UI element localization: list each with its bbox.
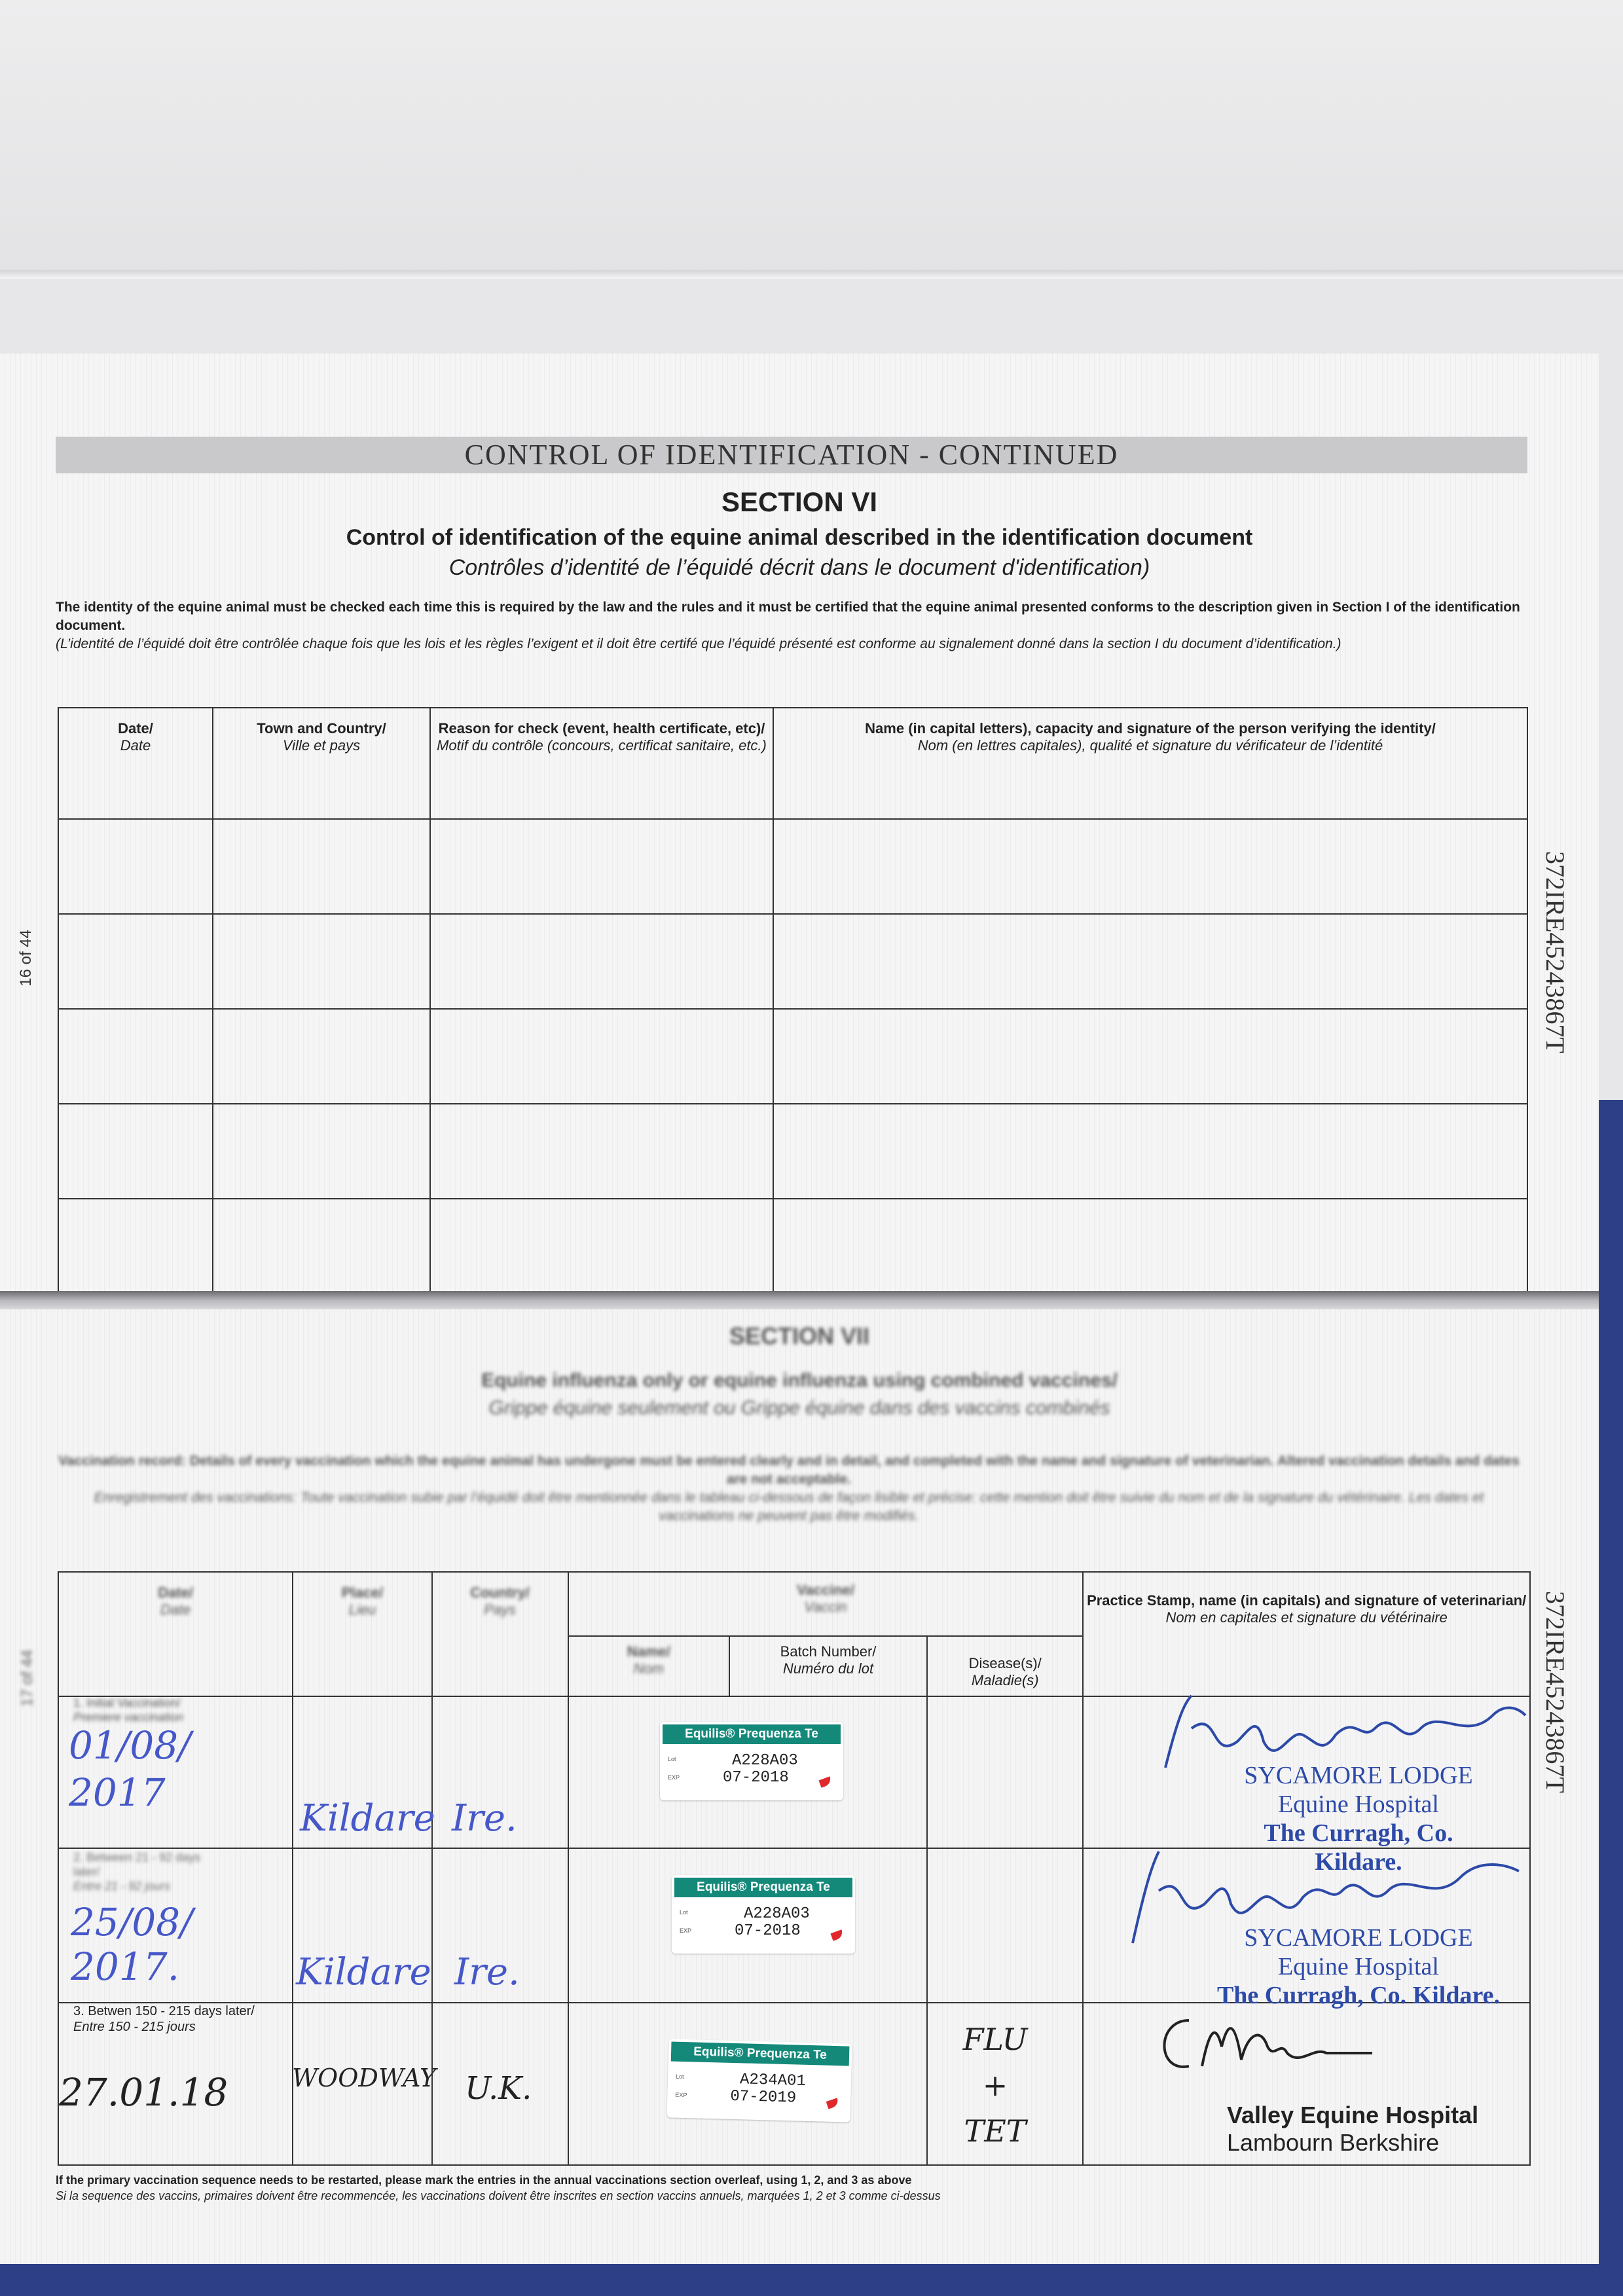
cell[interactable] xyxy=(773,1199,1527,1300)
scanner-backdrop xyxy=(0,0,1623,275)
row-2-label: 2. Between 21 - 92 days later/ Entre 21 - 92 jours xyxy=(73,1851,201,1893)
row-3-date-handwritten: 27.01.18 xyxy=(59,2070,228,2115)
sticker-exp: 07-2018 xyxy=(735,1922,801,1940)
row-3-country-handwritten: U.K. xyxy=(465,2070,532,2107)
cell[interactable] xyxy=(430,1199,773,1300)
instruction-text-fr: (L’identité de l’équidé doit être contrôlée chaque fois que les lois et les règles l’exigent et il doit être certifé que l’équidé présenté est conforme au signalement donné dans la section I du document d’identification.) xyxy=(56,636,1341,651)
col-country-header: Country/ Pays xyxy=(432,1572,568,1696)
cell[interactable] xyxy=(430,1009,773,1104)
table-row xyxy=(58,1104,1527,1199)
sticker-brand: Equilis® Prequenza Te xyxy=(671,2041,850,2066)
passport-id-code: 372IRE45243867T xyxy=(1541,1591,1570,1793)
col-vaccine-header: Vaccine/ Vaccin xyxy=(568,1572,1084,1636)
cell[interactable] xyxy=(213,1199,430,1300)
cell[interactable] xyxy=(213,1104,430,1199)
col-stamp-header: Practice Stamp, name (in capitals) and signature of veterinarian/ Nom en capitales et signature du vétérinaire xyxy=(1083,1572,1530,1696)
col-vaccine-name-header: Name/ Nom xyxy=(568,1636,729,1696)
table-row xyxy=(58,1199,1527,1300)
cell[interactable] xyxy=(430,1104,773,1199)
cell[interactable] xyxy=(58,1104,213,1199)
cell[interactable] xyxy=(213,819,430,914)
practice-stamp-3: Valley Equine Hospital Lambourn Berkshire xyxy=(1227,2102,1479,2156)
footnote-fr: Si la sequence des vaccins, primaires doivent être recommencée, les vaccinations doivent être inscrites en section vaccins annuels, marquées 1, 2 et 3 comme ci-dessus xyxy=(56,2189,941,2202)
lot-label: Lot xyxy=(675,2073,684,2080)
row-1-date-handwritten: 01/08/ 2017 xyxy=(69,1723,191,1815)
practice-stamp-2: SYCAMORE LODGE Equine Hospital The Curragh, Co. Kildare. xyxy=(1216,1924,1501,2009)
sticker-tab xyxy=(826,2098,840,2109)
page-section-vii xyxy=(0,1309,1599,2264)
sticker-lot: A234A01 xyxy=(739,2071,807,2090)
col-date-header: Date/ Date xyxy=(58,1572,293,1696)
vaccination-instruction-en: Vaccination record: Details of every vaccination which the equine animal has undergone must be entered clearly and in detail, and completed with the name and signature of veterinarian. Altered vaccination details and dates are not acceptable. xyxy=(58,1453,1520,1487)
table-header-row xyxy=(58,708,1527,819)
cell[interactable] xyxy=(58,819,213,914)
col-verifier-header: Name (in capital letters), capacity and signature of the person verifying the identity/ Nom (en lettres capitales), qualité et signature du vérificateur de l’identité xyxy=(773,708,1527,819)
col-disease-header: Disease(s)/ Maladie(s) xyxy=(927,1636,1083,1696)
table-row xyxy=(58,914,1527,1009)
section-title: SECTION VII xyxy=(729,1322,870,1349)
sticker-exp: 07-2019 xyxy=(729,2087,797,2107)
lot-label: Lot xyxy=(668,1756,676,1762)
cell[interactable] xyxy=(773,1104,1527,1199)
table-row xyxy=(58,819,1527,914)
cell[interactable] xyxy=(430,914,773,1009)
sticker-lot: A228A03 xyxy=(732,1752,798,1770)
row-3-place-handwritten: WOODWAY xyxy=(292,2064,436,2092)
vaccination-instruction-fr: Enregistrement des vaccinations: Toute vaccination subie par l’équidé doit être mentionnée dans le tableau ci-dessous de façon lisible et précise: cette mention doit être suivie du nom et de la signature du vétérinaire. Les dates et vaccinations ne peuvent pas être modifiés. xyxy=(94,1490,1484,1523)
sticker-lot: A228A03 xyxy=(744,1905,810,1923)
passport-cover-edge-bottom xyxy=(0,2262,1623,2296)
cell[interactable] xyxy=(58,1009,213,1104)
cell[interactable] xyxy=(430,819,773,914)
table-row xyxy=(58,1009,1527,1104)
sticker-tab xyxy=(830,1929,844,1941)
cell[interactable] xyxy=(213,1009,430,1104)
cell[interactable] xyxy=(58,914,213,1009)
section-heading-en: Control of identification of the equine animal described in the identification document xyxy=(346,525,1253,550)
exp-label: EXP xyxy=(675,2091,687,2099)
row-2-country-handwritten: Ire. xyxy=(454,1951,520,1994)
section-heading-fr: Grippe équine seulement ou Grippe équine dans des vaccins combinés xyxy=(488,1397,1110,1419)
row-3-disease-handwritten: FLU + TET xyxy=(962,2022,1028,2149)
passport-sleeve-edge xyxy=(0,270,1623,279)
identity-check-table xyxy=(58,707,1528,1300)
section-title: SECTION VI xyxy=(721,486,878,517)
vaccination-instruction xyxy=(56,1452,1522,1525)
exp-label: EXP xyxy=(668,1774,680,1781)
page-section-vi xyxy=(0,354,1599,1300)
vaccine-sticker-3 xyxy=(666,2039,852,2122)
passport-id-code: 372IRE45243867T xyxy=(1541,851,1570,1053)
instruction-text-en: The identity of the equine animal must be checked each time this is required by the law and the rules and it must be certified that the equine animal presented conforms to the description given in Section I of the identification document. xyxy=(56,600,1520,633)
row-1-label: 1. Initial Vaccination/ Premiere vaccination xyxy=(73,1696,184,1724)
cell[interactable] xyxy=(773,914,1527,1009)
practice-stamp-1: SYCAMORE LODGE Equine Hospital The Curragh, Co. Kildare. xyxy=(1244,1762,1473,1876)
cell[interactable] xyxy=(773,1009,1527,1104)
table-header-row xyxy=(58,1572,1530,1636)
section-heading-en: Equine influenza only or equine influenza using combined vaccines/ xyxy=(481,1370,1118,1391)
sticker-brand: Equilis® Prequenza Te xyxy=(663,1724,841,1744)
col-date-header: Date/ Date xyxy=(58,708,213,819)
page-number: 17 of 44 xyxy=(18,1650,36,1707)
cell-disease[interactable] xyxy=(927,1848,1083,2003)
row-3-label: 3. Betwen 150 - 215 days later/ Entre 150 - 215 jours xyxy=(73,2004,255,2034)
page-banner: CONTROL OF IDENTIFICATION - CONTINUED xyxy=(56,437,1527,473)
sticker-exp: 07-2018 xyxy=(723,1769,789,1787)
vaccine-sticker-1 xyxy=(660,1722,843,1800)
row-2-date-handwritten: 25/08/ 2017. xyxy=(71,1900,193,1989)
col-reason-header: Reason for check (event, health certificate, etc)/ Motif du contrôle (concours, certificat sanitaire, etc.) xyxy=(430,708,773,819)
vet-signature-3 xyxy=(1150,2007,1385,2079)
lot-label: Lot xyxy=(680,1909,688,1916)
footnote xyxy=(56,2172,1522,2204)
instruction-text xyxy=(56,598,1522,653)
cell-disease[interactable] xyxy=(927,1696,1083,1848)
sticker-tab xyxy=(818,1776,832,1787)
cell[interactable] xyxy=(213,914,430,1009)
vaccine-sticker-2 xyxy=(672,1875,855,1954)
footnote-en: If the primary vaccination sequence needs to be restarted, please mark the entries in the annual vaccinations section overleaf, using 1, 2, and 3 as above xyxy=(56,2174,912,2187)
col-place-header: Place/ Lieu xyxy=(293,1572,431,1696)
sticker-brand: Equilis® Prequenza Te xyxy=(674,1878,852,1897)
page-number: 16 of 44 xyxy=(17,930,35,987)
row-2-place-handwritten: Kildare xyxy=(296,1951,431,1994)
section-heading-fr: Contrôles d’identité de l’équidé décrit dans le document d'identification) xyxy=(448,555,1150,580)
col-town-country-header: Town and Country/ Ville et pays xyxy=(213,708,430,819)
cell[interactable] xyxy=(58,1199,213,1300)
row-1-country-handwritten: Ire. xyxy=(452,1797,517,1840)
exp-label: EXP xyxy=(680,1927,692,1934)
row-1-place-handwritten: Kildare xyxy=(300,1797,435,1840)
col-batch-header: Batch Number/ Numéro du lot xyxy=(729,1636,927,1696)
cell[interactable] xyxy=(773,819,1527,914)
